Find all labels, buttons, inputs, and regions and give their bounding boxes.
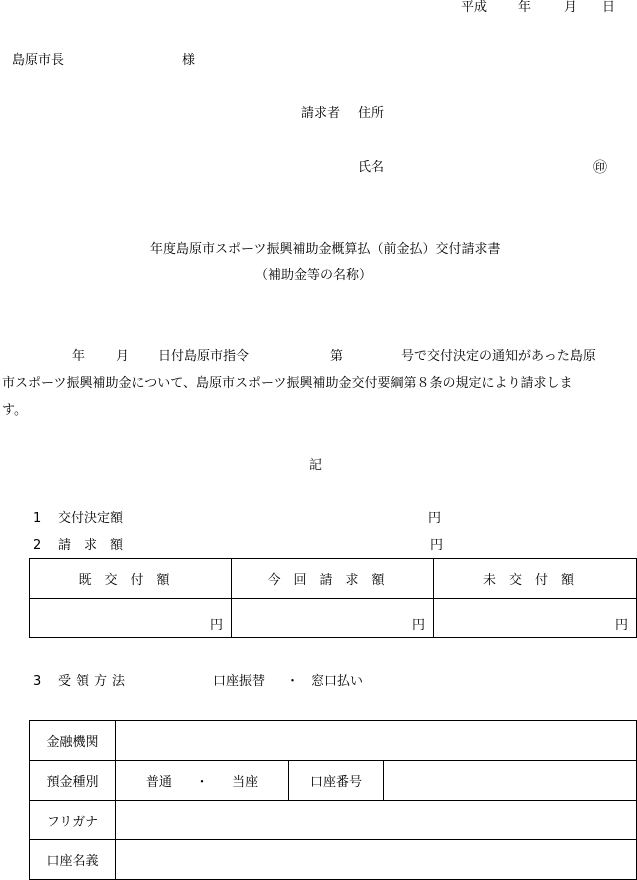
- account-number-label-cell: [289, 761, 384, 801]
- receipt-option-counter[interactable]: 窓口払い: [311, 674, 364, 689]
- date-year: 年: [518, 0, 532, 15]
- receipt-option-transfer[interactable]: 口座振替: [213, 674, 266, 689]
- header-already-granted: 既交付額: [30, 559, 232, 599]
- body-year: 年: [72, 349, 86, 364]
- body-rest: 号で交付決定の通知があった島原: [401, 349, 596, 364]
- item1-unit: 円: [428, 511, 442, 526]
- institution-field[interactable]: [116, 721, 637, 761]
- seal-mark: ㊞: [593, 160, 607, 176]
- item2-number: 2: [33, 538, 42, 553]
- current-request-amount-field[interactable]: [232, 599, 434, 638]
- not-granted-amount-field[interactable]: [434, 599, 637, 638]
- account-number-label: 口座番号: [309, 775, 362, 790]
- already-granted-amount-field[interactable]: [30, 599, 232, 638]
- item3-label: 受領方法: [58, 674, 131, 689]
- item2-unit: 円: [430, 538, 444, 553]
- holder-label: 口座名義: [46, 854, 99, 869]
- already-granted-unit: 円: [209, 618, 223, 633]
- deposit-type-current[interactable]: 当座: [232, 775, 259, 790]
- date-month: 月: [564, 0, 578, 15]
- holder-label-cell: [30, 840, 116, 880]
- ki-mark: 記: [309, 458, 323, 473]
- deposit-type-label-cell: [30, 761, 116, 801]
- document-title: 年度島原市スポーツ振興補助金概算払（前金払）交付請求書: [150, 242, 501, 257]
- deposit-type-separator: ・: [195, 775, 209, 790]
- name-label: 氏名: [358, 160, 385, 175]
- account-number-field[interactable]: [384, 761, 637, 801]
- furigana-field[interactable]: [116, 801, 637, 840]
- furigana-label-cell: [30, 801, 116, 840]
- amounts-table: [29, 558, 637, 638]
- item1-label: 交付決定額: [58, 511, 124, 526]
- body-line3: す。: [2, 403, 27, 418]
- body-line2: 市スポーツ振興補助金について、島原市スポーツ振興補助金交付要綱第８条の規定により請求しま: [2, 376, 573, 391]
- item3-number: 3: [33, 674, 42, 689]
- holder-field[interactable]: [116, 840, 637, 880]
- date-era: 平成: [461, 0, 488, 15]
- header-current-request: 今回請求額: [232, 559, 434, 599]
- body-day-city: 日付島原市指令: [158, 349, 250, 364]
- receipt-option-separator: ・: [286, 674, 300, 689]
- not-granted-unit: 円: [614, 618, 628, 633]
- requester-label: 請求者: [301, 106, 341, 121]
- deposit-type-ordinary[interactable]: 普通: [145, 775, 172, 790]
- body-dai: 第: [330, 349, 344, 364]
- header-not-granted: 未交付額: [434, 559, 637, 599]
- deposit-type-label: 預金種別: [46, 775, 99, 790]
- institution-label-cell: [30, 721, 116, 761]
- bank-table: [29, 720, 637, 880]
- body-month: 月: [116, 349, 130, 364]
- addressee-name: 島原市長: [12, 53, 65, 68]
- addressee-honorific: 様: [182, 53, 196, 68]
- item1-number: 1: [33, 511, 42, 526]
- furigana-label: フリガナ: [46, 814, 99, 830]
- date-day: 日: [602, 0, 616, 15]
- current-request-unit: 円: [411, 618, 425, 633]
- institution-label: 金融機関: [46, 735, 99, 750]
- deposit-type-options: [116, 761, 289, 801]
- address-label: 住所: [358, 106, 385, 121]
- document-subtitle: （補助金等の名称）: [255, 268, 373, 283]
- item2-label: 請求額: [58, 538, 137, 553]
